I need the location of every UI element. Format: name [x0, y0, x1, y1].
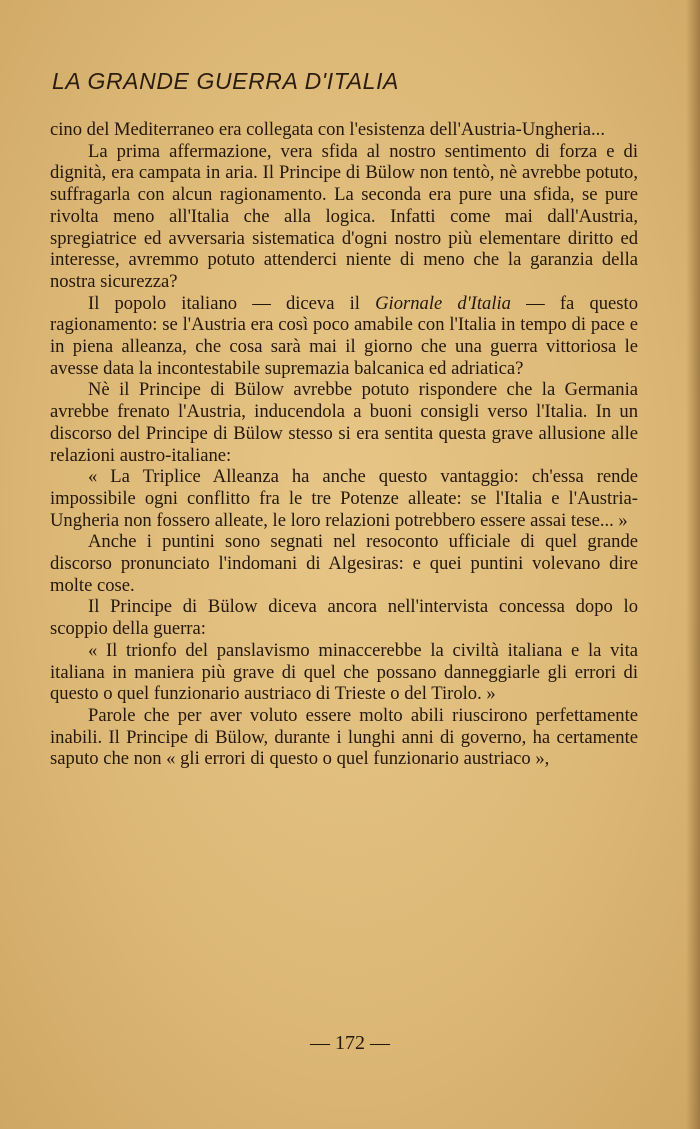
paragraph: Nè il Principe di Bülow avrebbe potuto rispondere che la Germania avrebbe frenato l'Austria, inducendola a buoni consigli verso l'Italia. In un discorso del Principe di Bülow stesso si era sentita questa grave allusione alle relazioni austro-italiane: — [50, 379, 638, 466]
newspaper-title: Giornale d'Italia — [375, 292, 511, 314]
running-head: LA GRANDE GUERRA D'ITALIA — [52, 68, 399, 94]
body-text — [50, 119, 638, 770]
paragraph-text: Il popolo italiano — diceva il — [88, 292, 376, 314]
paragraph-continuation: cino del Mediterraneo era collegata con l'esistenza dell'Austria-Ungheria... — [50, 119, 605, 140]
paragraph — [50, 293, 638, 380]
paragraph: Il Principe di Bülow diceva ancora nell'intervista concessa dopo lo scoppio della guerra: — [50, 596, 638, 640]
paragraph: Anche i puntini sono segnati nel resoconto ufficiale di quel grande discorso pronunciato l'indomani di Algesiras: e quei puntini volevano dire molte cose. — [50, 531, 638, 596]
paragraph: Parole che per aver voluto essere molto abili riuscirono perfettamente inabili. Il Principe di Bülow, durante i lunghi anni di governo, ha certamente saputo che non « gli errori di questo o quel funzionario austriaco », — [50, 704, 638, 770]
quotation-paragraph: « La Triplice Alleanza ha anche questo vantaggio: ch'essa rende impossibile ogni conflitto fra le tre Potenze alleate: se l'Italia e l'Austria-Ungheria non fossero alleate, le loro relazioni potrebbero essere assai tese... » — [50, 466, 638, 531]
quotation-paragraph: « Il trionfo del panslavismo minaccerebbe la civiltà italiana e la vita italiana in maniera più grave di quel che possano danneggiarle gli errori di questo o quel funzionario austriaco di Trieste o del Tirolo. » — [50, 639, 638, 705]
page-number: — 172 — — [310, 1032, 390, 1054]
paragraph: La prima affermazione, vera sfida al nostro sentimento di forza e di dignità, era campata in aria. Il Principe di Bülow non tentò, nè avrebbe potuto, suffragarla con alcun ragionamento. La seconda era pure una sfida, se pure rivolta meno all'Italia che alla logica. Infatti come mai dall'Austria, spregiatrice ed avversaria sistematica d'ogni nostro più elementare diritto ed interesse, avremmo potuto attenderci niente di meno che la garanzia della nostra sicurezza? — [50, 140, 638, 292]
page-edge-shadow — [686, 0, 700, 1129]
paragraph-text: — fa questo ragionamento: se l'Austria era così poco amabile con l'Italia in tempo di pace e in piena alleanza, che cosa sarà mai il giorno che una guerra vittoriosa le avesse data la incontestabile supremazia balcanica ed adriatica? — [50, 292, 638, 379]
